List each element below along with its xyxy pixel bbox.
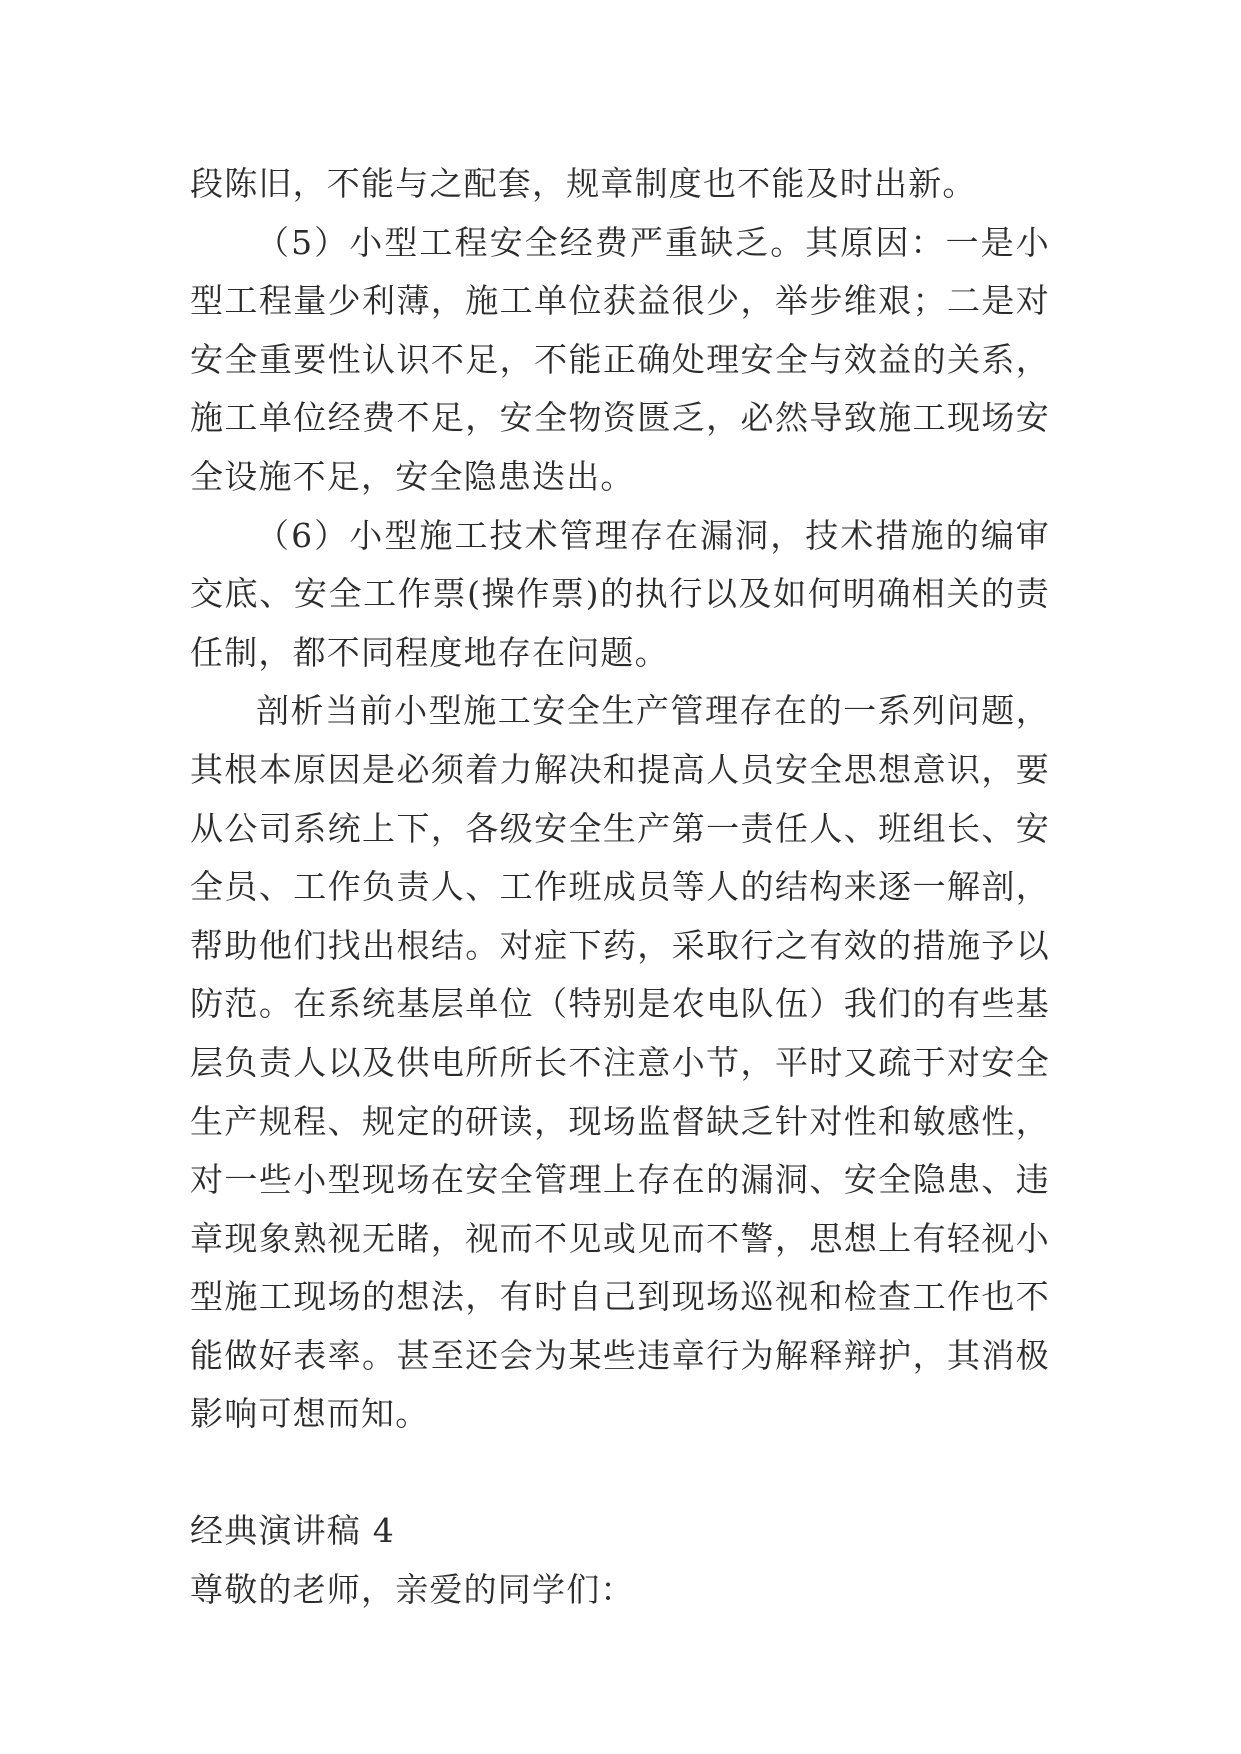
- paragraph-item-5: （5）小型工程安全经费严重缺乏。其原因：一是小型工程量少利薄，施工单位获益很少，举步维艰；二是对安全重要性认识不足，不能正确处理安全与效益的关系，施工单位经费不足，安全物资匮乏，必然导致施工现场安全设施不足，安全隐患迭出。: [190, 222, 1050, 496]
- paragraph-item-6: （6）小型施工技术管理存在漏洞，技术措施的编审交底、安全工作票(操作票)的执行以及如何明确相关的责任制，都不同程度地存在问题。: [190, 515, 1050, 672]
- section-spacer: [190, 1444, 1050, 1502]
- document-body: [190, 155, 1050, 1619]
- paragraph-analysis: 剖析当前小型施工安全生产管理存在的一系列问题，其根本原因是必须着力解决和提高人员安全思想意识，要从公司系统上下，各级安全生产第一责任人、班组长、安全员、工作负责人、工作班成员等人的结构来逐一解剖，帮助他们找出根结。对症下药，采取行之有效的措施予以防范。在系统基层单位（特别是农电队伍）我们的有些基层负责人以及供电所所长不注意小节，平时又疏于对安全生产规程、规定的研读，现场监督缺乏针对性和敏感性，对一些小型现场在安全管理上存在的漏洞、安全隐患、违章现象熟视无睹，视而不见或见而不警，思想上有轻视小型施工现场的想法，有时自己到现场巡视和检查工作也不能做好表率。甚至还会为某些违章行为解释辩护，其消极影响可想而知。: [190, 691, 1050, 1434]
- speech-greeting: 尊敬的老师，亲爱的同学们：: [190, 1569, 635, 1609]
- section-heading: 经典演讲稿 4: [190, 1511, 395, 1551]
- paragraph-continuation: 段陈旧，不能与之配套，规章制度也不能及时出新。: [190, 164, 977, 203]
